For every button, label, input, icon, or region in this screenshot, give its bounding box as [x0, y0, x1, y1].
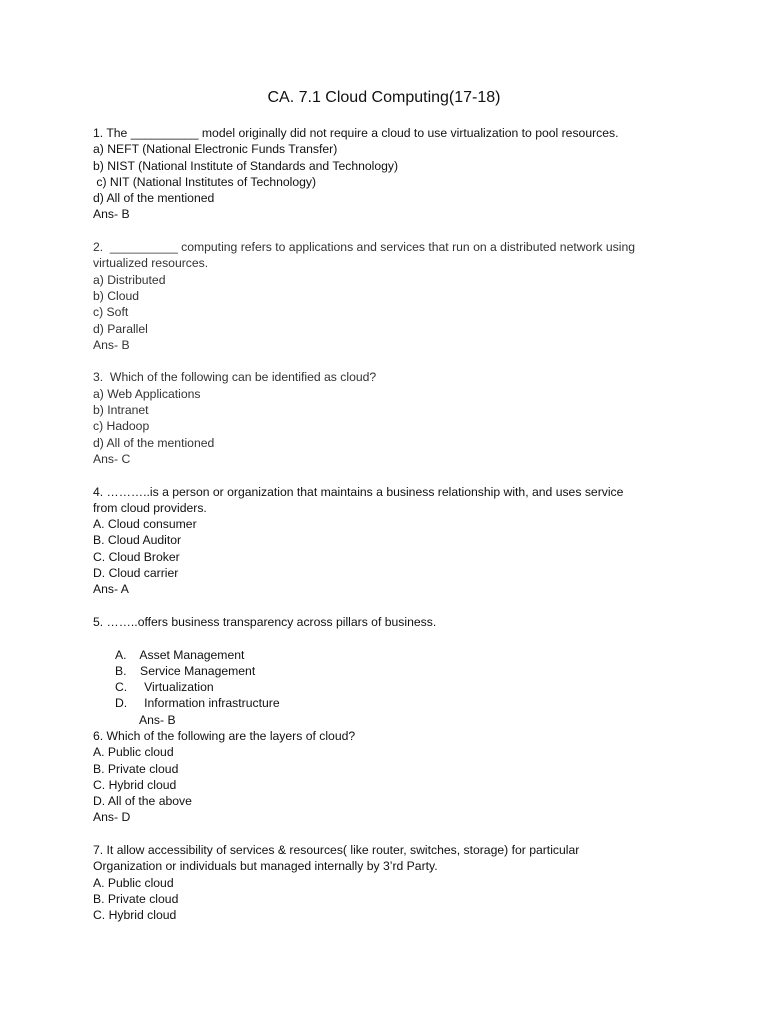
option-c: C. Virtualization [115, 680, 214, 695]
option-b: b) NIST (National Institute of Standards and Technology) [93, 158, 399, 173]
option-a: a) Web Applications [93, 386, 201, 401]
question-text: 5. ……..offers business transparency across pillars of business. [93, 614, 437, 629]
question-text-line-1: 4. ………..is a person or organization that maintains a business relationship with, and uses service [93, 484, 624, 499]
option-c: C. Hybrid cloud [93, 777, 177, 792]
option-a: A. Cloud consumer [93, 517, 197, 532]
option-a: a) NEFT (National Electronic Funds Transfer) [93, 142, 338, 157]
spacer [93, 630, 693, 646]
answer: Ans- B [93, 337, 130, 352]
option-b: B. Private cloud [93, 891, 179, 906]
spacer [93, 353, 693, 369]
question-text: 3. Which of the following can be identified as cloud? [93, 370, 377, 385]
option-d: D. Information infrastructure [115, 696, 280, 711]
question-text: 6. Which of the following are the layers of cloud? [93, 728, 356, 743]
option-d: D. Cloud carrier [93, 566, 179, 581]
option-b: b) Intranet [93, 403, 149, 418]
option-c: c) Soft [93, 305, 129, 320]
question-text-line-1: 2. __________ computing refers to applications and services that run on a distributed network using [93, 240, 635, 255]
question-text-line-2: Organization or individuals but managed internally by 3’rd Party. [93, 859, 438, 874]
question-1 [93, 125, 693, 223]
question-4 [93, 484, 693, 598]
question-text-line-2: virtualized resources. [93, 256, 209, 271]
question-2 [93, 239, 693, 353]
answer: Ans- B [139, 712, 176, 727]
question-7 [93, 842, 693, 923]
answer: Ans- C [93, 451, 131, 466]
spacer [93, 467, 693, 483]
document-body [93, 125, 693, 924]
option-d: d) All of the mentioned [93, 435, 215, 450]
question-text: 1. The __________ model originally did not require a cloud to use virtualization to pool resources. [93, 126, 619, 140]
spacer [93, 826, 693, 842]
question-text-line-2: from cloud providers. [93, 500, 207, 515]
question-6 [93, 728, 693, 826]
option-b: B. Cloud Auditor [93, 533, 182, 548]
option-c: C. Hybrid cloud [93, 908, 177, 923]
option-a: A. Asset Management [115, 647, 245, 662]
spacer [93, 223, 693, 239]
option-a: A. Public cloud [93, 875, 174, 890]
option-d: d) All of the mentioned [93, 191, 215, 206]
question-5 [93, 614, 693, 728]
option-c: C. Cloud Broker [93, 549, 180, 564]
option-b: b) Cloud [93, 288, 140, 303]
option-a: A. Public cloud [93, 745, 174, 760]
answer: Ans- B [93, 207, 130, 222]
option-d: d) Parallel [93, 321, 148, 336]
spacer [93, 598, 693, 614]
option-c: c) NIT (National Institutes of Technology) [93, 174, 317, 189]
option-b: B. Service Management [115, 663, 256, 678]
option-a: a) Distributed [93, 272, 166, 287]
answer: Ans- A [93, 582, 129, 597]
question-3 [93, 369, 693, 467]
question-text-line-1: 7. It allow accessibility of services & resources( like router, switches, storage) for particular [93, 843, 580, 858]
option-c: c) Hadoop [93, 419, 150, 434]
document-title: CA. 7.1 Cloud Computing(17-18) [267, 89, 501, 106]
option-d: D. All of the above [93, 794, 192, 809]
answer: Ans- D [93, 810, 131, 825]
option-b: B. Private cloud [93, 761, 179, 776]
